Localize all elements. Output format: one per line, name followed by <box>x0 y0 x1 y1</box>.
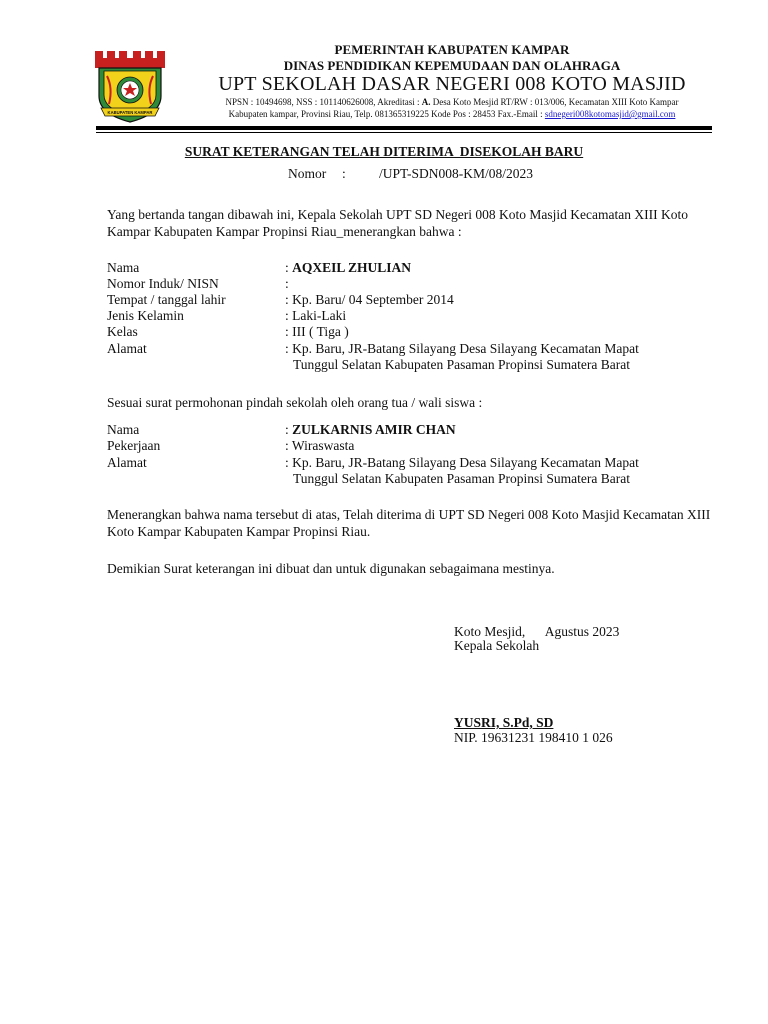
student-name: AQXEIL ZHULIAN <box>292 260 412 275</box>
email-link[interactable]: sdnegeri008kotomasjid@gmail.com <box>544 109 676 119</box>
emblem-ribbon-text: KABUPATEN KAMPAR <box>107 110 153 115</box>
student-birth-row: : Kp. Baru/ 04 September 2014 <box>285 292 454 307</box>
parent-address-row: : Kp. Baru, JR-Batang Silayang Desa Silayang Kecamatan Mapat <box>285 455 639 470</box>
student-gender: Laki-Laki <box>292 308 347 323</box>
parent-address-line1: Kp. Baru, JR-Batang Silayang Desa Silayang Kecamatan Mapat <box>292 455 639 470</box>
letterhead-divider-thin <box>96 132 712 133</box>
letterhead-accreditation: A. <box>421 97 431 107</box>
student-address-line1: Kp. Baru, JR-Batang Silayang Desa Silayang Kecamatan Mapat <box>292 341 639 356</box>
parent-name-row: : ZULKARNIS AMIR CHAN <box>285 422 456 437</box>
letterhead-government: PEMERINTAH KABUPATEN KAMPAR <box>334 42 570 57</box>
parent-label-job: Pekerjaan <box>107 438 161 453</box>
intro-paragraph: Yang bertanda tangan dibawah ini, Kepala Sekolah UPT SD Negeri 008 Koto Masjid Kecamatan XIII Koto Kampar Kabupaten Kampar Propinsi Riau_menerangkan bahwa : <box>107 207 688 239</box>
letterhead-identity <box>172 97 732 107</box>
signature-place-date: Koto Mesjid, Agustus 2023 <box>454 624 620 639</box>
letterhead-address: Desa Koto Mesjid RT/RW : 013/006, Kecamatan XIII Koto Kampar <box>430 97 679 107</box>
letterhead-contact-text: Kabupaten kampar, Provinsi Riau, Telp. 081365319225 Kode Pos : 28453 Fax.-Email : <box>228 109 545 119</box>
letterhead-identity-pre: NPSN : 10494698, NSS : 101140626008, Akreditasi : <box>225 97 422 107</box>
student-label-name: Nama <box>107 260 140 275</box>
signature-nip: NIP. 19631231 198410 1 026 <box>454 730 613 745</box>
student-label-gender: Jenis Kelamin <box>107 308 184 323</box>
student-name-row: : AQXEIL ZHULIAN <box>285 260 412 275</box>
parent-job-row: : Wiraswasta <box>285 438 355 453</box>
signature-position: Kepala Sekolah <box>454 638 540 653</box>
letterhead-school-name: UPT SEKOLAH DASAR NEGERI 008 KOTO MASJID <box>218 73 686 95</box>
student-address-line2: Tunggul Selatan Kabupaten Pasaman Propinsi Sumatera Barat <box>293 357 630 372</box>
request-paragraph: Sesuai surat permohonan pindah sekolah oleh orang tua / wali siswa : <box>107 395 483 410</box>
parent-job: Wiraswasta <box>291 438 355 453</box>
student-address-row: : Kp. Baru, JR-Batang Silayang Desa Silayang Kecamatan Mapat <box>285 341 639 356</box>
letterhead-contact <box>172 109 732 119</box>
student-class-row: : III ( Tiga ) <box>285 324 349 339</box>
student-label-address: Alamat <box>107 341 147 356</box>
parent-label-name: Nama <box>107 422 140 437</box>
closing-paragraph: Demikian Surat keterangan ini dibuat dan untuk digunakan sebagaimana mestinya. <box>107 561 555 576</box>
nomor-colon: : <box>342 166 346 181</box>
letterhead-divider-thick <box>96 126 712 130</box>
student-gender-row: : Laki-Laki <box>285 308 347 323</box>
student-label-birth: Tempat / tanggal lahir <box>107 292 226 307</box>
student-label-nisn: Nomor Induk/ NISN <box>107 276 219 291</box>
letter-title: SURAT KETERANGAN TELAH DITERIMA DISEKOLAH BARU <box>184 144 584 159</box>
parent-name: ZULKARNIS AMIR CHAN <box>292 422 456 437</box>
letterhead-department: DINAS PENDIDIKAN KEPEMUDAAN DAN OLAHRAGA <box>283 58 621 73</box>
kabupaten-kampar-emblem-icon <box>93 48 167 124</box>
student-label-class: Kelas <box>107 324 138 339</box>
nomor-value: /UPT-SDN008-KM/08/2023 <box>379 166 534 181</box>
student-birth: Kp. Baru/ 04 September 2014 <box>292 292 454 307</box>
signature-name: YUSRI, S.Pd, SD <box>454 715 554 730</box>
parent-address-line2: Tunggul Selatan Kabupaten Pasaman Propinsi Sumatera Barat <box>293 471 630 486</box>
parent-label-address: Alamat <box>107 455 147 470</box>
student-nisn-row: : <box>285 276 289 291</box>
nomor-label: Nomor <box>288 166 327 181</box>
statement-paragraph: Menerangkan bahwa nama tersebut di atas, Telah diterima di UPT SD Negeri 008 Koto Masjid Kecamatan XIII Koto Kampar Kabupaten Kampar Propinsi Riau. <box>107 507 711 539</box>
student-class: III ( Tiga ) <box>292 324 349 339</box>
